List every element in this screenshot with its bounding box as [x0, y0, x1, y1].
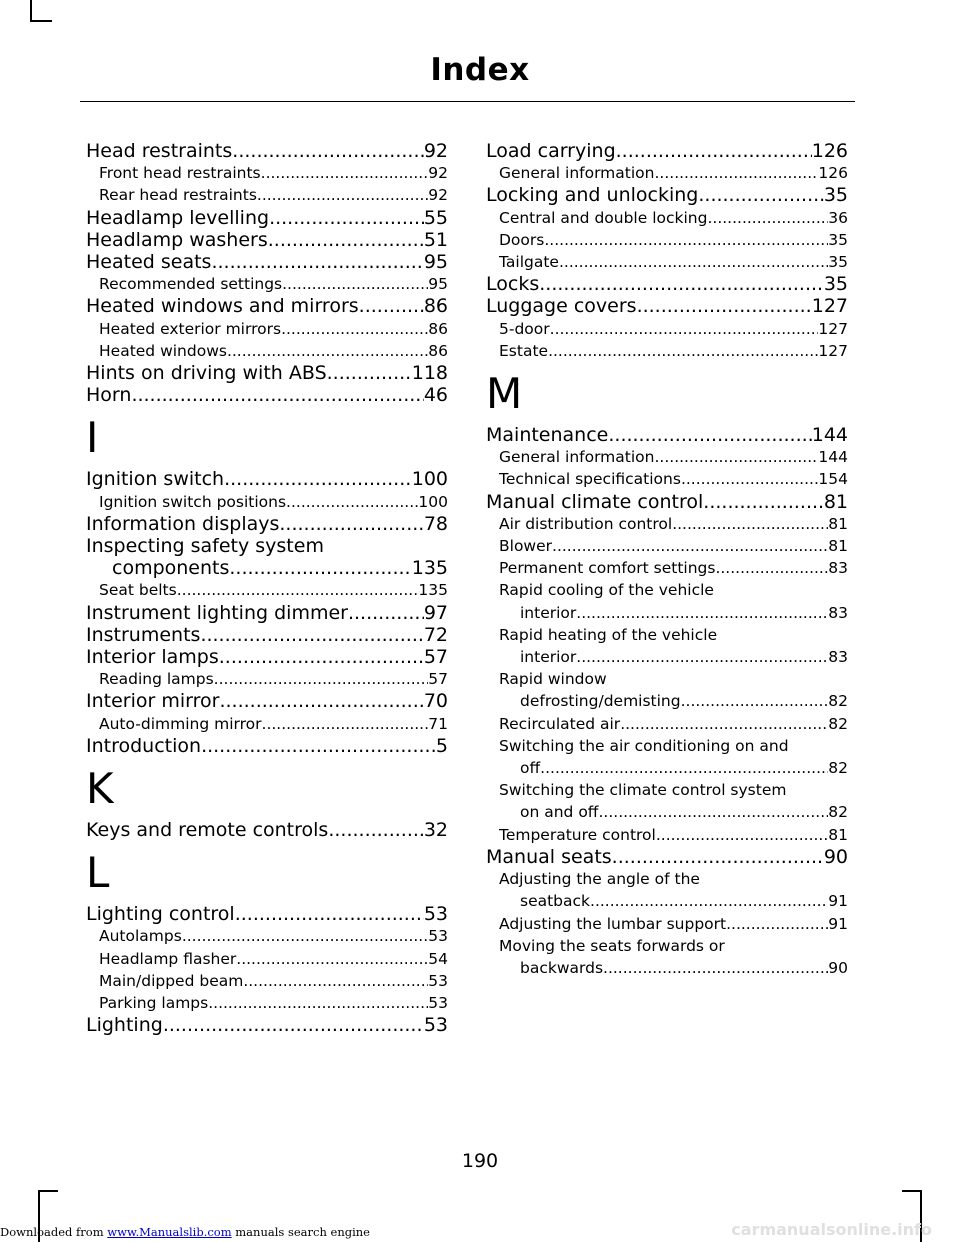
dot-leader	[268, 229, 424, 251]
page-reference: 57	[428, 670, 448, 689]
entry-text: Technical specifications	[499, 470, 681, 489]
index-entry	[86, 468, 448, 490]
page-reference: 118	[411, 362, 448, 385]
entry-text: Auto-dimming mirror	[99, 714, 262, 733]
section-letter: L	[86, 848, 110, 898]
page-reference: 55	[423, 206, 448, 229]
entry-text: General information	[499, 164, 655, 183]
dot-leader	[620, 713, 828, 735]
section-letter: K	[86, 764, 114, 814]
index-entry-continued	[486, 735, 848, 757]
page-reference: 78	[423, 512, 448, 535]
page-reference: 51	[423, 228, 448, 251]
dot-leader	[637, 295, 812, 317]
entry-text: Instrument lighting dimmer	[86, 601, 348, 624]
page-reference: 92	[423, 140, 448, 162]
index-subentry	[86, 162, 448, 184]
entry-text: Manual seats	[486, 845, 612, 868]
page-reference: 154	[818, 470, 848, 489]
entry-text: Headlamp flasher	[99, 949, 237, 968]
page-reference: 92	[428, 186, 448, 205]
dot-leader	[654, 162, 818, 184]
index-subentry	[486, 162, 848, 184]
page-reference: 135	[418, 581, 448, 600]
dot-leader	[598, 801, 828, 823]
dot-leader	[552, 535, 828, 557]
entry-text: Rapid window	[499, 670, 607, 689]
page-reference: 35	[828, 253, 848, 272]
entry-text: Heated seats	[86, 251, 212, 274]
dot-leader	[715, 557, 828, 579]
dot-leader	[544, 229, 828, 251]
entry-text: Seat belts	[99, 581, 177, 600]
index-subentry	[486, 340, 848, 362]
entry-text: Luggage covers	[486, 295, 637, 318]
page-reference: 32	[423, 819, 448, 842]
page-reference: 86	[423, 295, 448, 318]
page-reference: 82	[828, 692, 848, 711]
index-entry	[486, 424, 848, 446]
page-reference: 83	[828, 648, 848, 667]
entry-text: Lighting control	[86, 903, 235, 926]
dot-leader	[211, 251, 423, 273]
page-reference: 83	[828, 559, 848, 578]
dot-leader	[359, 295, 424, 317]
page-reference: 126	[811, 140, 848, 162]
index-subentry	[486, 757, 848, 779]
entry-text: Interior lamps	[86, 646, 219, 669]
dot-leader	[608, 424, 811, 446]
entry-text: Air distribution control	[499, 514, 673, 533]
entry-text: Rapid heating of the vehicle	[499, 625, 718, 644]
dot-leader	[262, 713, 429, 735]
index-entry	[86, 251, 448, 273]
index-subentry	[86, 948, 448, 970]
index-entry	[86, 819, 448, 841]
dot-leader	[616, 140, 812, 162]
index-subentry	[486, 535, 848, 557]
index-subentry	[486, 468, 848, 490]
index-entry	[86, 602, 448, 624]
entry-text: backwards	[520, 958, 604, 977]
entry-text: Blower	[499, 537, 553, 556]
entry-text: Switching the climate control system	[499, 781, 787, 800]
page-reference: 81	[828, 825, 848, 844]
section-letter: I	[86, 413, 99, 463]
index-entry	[486, 273, 848, 295]
index-entry-continued	[486, 935, 848, 957]
page-reference: 53	[423, 1014, 448, 1037]
dot-leader	[540, 757, 828, 779]
crop-mark-top-left-v	[30, 0, 32, 22]
page-reference: 90	[828, 958, 848, 977]
page-reference: 53	[423, 903, 448, 926]
entry-text: Tailgate	[499, 253, 559, 272]
page-reference: 81	[828, 537, 848, 556]
index-entry-continued	[486, 668, 848, 690]
dot-leader	[219, 646, 424, 668]
entry-text: Heated windows	[99, 341, 227, 360]
entry-text: Recommended settings	[99, 275, 283, 294]
index-subentry	[86, 970, 448, 992]
dot-leader	[654, 446, 818, 468]
page-reference: 95	[423, 251, 448, 274]
index-subentry	[486, 646, 848, 668]
entry-text: Ignition switch	[86, 468, 225, 491]
dot-leader	[590, 890, 828, 912]
page-reference: 36	[828, 208, 848, 227]
index-entry-continued	[486, 779, 848, 801]
entry-text: Rear head restraints	[99, 186, 257, 205]
index-subentry	[86, 340, 448, 362]
title-rule	[80, 101, 855, 102]
entry-text: Headlamp levelling	[86, 206, 270, 229]
page-reference: 46	[423, 384, 448, 407]
dot-leader	[550, 318, 819, 340]
entry-text: on and off	[520, 803, 599, 822]
page-title: Index	[430, 52, 530, 88]
index-subentry	[486, 713, 848, 735]
dot-leader	[576, 646, 828, 668]
entry-text: off	[520, 759, 541, 778]
index-subentry	[486, 229, 848, 251]
dot-leader	[703, 491, 824, 513]
crop-mark-bottom-left-h	[38, 1190, 58, 1192]
index-subentry	[486, 557, 848, 579]
page-reference: 97	[423, 601, 448, 624]
index-entry	[86, 735, 448, 757]
entry-text: Horn	[86, 384, 132, 407]
page-reference: 100	[418, 492, 448, 511]
page-reference: 71	[428, 714, 448, 733]
page-reference: 100	[411, 468, 448, 491]
entry-text: 5-door	[499, 319, 550, 338]
index-entry	[86, 229, 448, 251]
entry-text: Manual climate control	[486, 490, 704, 513]
index-entry	[86, 1014, 448, 1036]
index-entry	[86, 362, 448, 384]
page-reference: 144	[818, 448, 848, 467]
entry-text: seatback	[520, 892, 591, 911]
page-reference: 92	[428, 164, 448, 183]
index-subentry	[486, 318, 848, 340]
entry-text: Reading lamps	[99, 670, 214, 689]
page-reference: 53	[428, 927, 448, 946]
dot-leader	[214, 668, 429, 690]
index-entry	[86, 140, 448, 162]
dot-leader	[559, 251, 828, 273]
dot-leader	[257, 184, 428, 206]
entry-text: Main/dipped beam	[99, 971, 244, 990]
page-reference: 35	[828, 230, 848, 249]
entry-text: components	[112, 557, 230, 580]
page-reference: 35	[823, 184, 848, 207]
index-entry	[86, 903, 448, 925]
dot-leader	[672, 513, 828, 535]
dot-leader	[279, 513, 423, 535]
index-subentry	[86, 491, 448, 513]
index-entry	[86, 513, 448, 535]
index-subentry	[86, 925, 448, 947]
page-reference: 54	[428, 949, 448, 968]
dot-leader	[282, 273, 428, 295]
dot-leader	[243, 970, 428, 992]
dot-leader	[548, 340, 818, 362]
entry-text: Instruments	[86, 623, 201, 646]
index-subentry	[486, 824, 848, 846]
index-entry	[86, 557, 448, 579]
entry-text: Inspecting safety system	[86, 535, 324, 558]
index-subentry	[86, 668, 448, 690]
page-reference: 35	[823, 273, 848, 296]
page-reference: 82	[828, 714, 848, 733]
page-reference: 82	[828, 803, 848, 822]
dot-leader	[698, 184, 823, 206]
entry-text: Information displays	[86, 512, 280, 535]
entry-text: Doors	[499, 230, 545, 249]
entry-text: Temperature control	[499, 825, 656, 844]
index-subentry	[486, 913, 848, 935]
dot-leader	[328, 819, 423, 841]
dot-leader	[219, 690, 423, 712]
dot-leader	[208, 992, 428, 1014]
dot-leader	[348, 602, 424, 624]
index-subentry	[486, 513, 848, 535]
dot-leader	[681, 468, 818, 490]
crop-mark-bottom-right-h	[902, 1190, 922, 1192]
index-column-right	[486, 140, 848, 979]
entry-text: Recirculated air	[499, 714, 621, 733]
entry-text: defrosting/demisting	[520, 692, 681, 711]
index-subentry	[486, 690, 848, 712]
dot-leader	[229, 557, 411, 579]
entry-text: interior	[520, 603, 577, 622]
entry-text: Front head restraints	[99, 164, 261, 183]
entry-text: interior	[520, 648, 577, 667]
entry-text: Central and double locking	[499, 208, 708, 227]
page-reference: 127	[811, 295, 848, 318]
watermark: carmanualsonline.info	[731, 1220, 932, 1239]
dot-leader	[603, 957, 828, 979]
dot-leader	[539, 273, 824, 295]
entry-text: Hints on driving with ABS	[86, 362, 327, 385]
index-entry	[486, 846, 848, 868]
dot-leader	[232, 140, 424, 162]
entry-text: Heated exterior mirrors	[99, 319, 282, 338]
entry-text: Headlamp washers	[86, 228, 268, 251]
entry-text: Interior mirror	[86, 690, 220, 713]
page-reference: 81	[828, 514, 848, 533]
dot-leader	[201, 735, 436, 757]
dot-leader	[177, 579, 419, 601]
page-reference: 144	[811, 424, 848, 447]
entry-text: Rapid cooling of the vehicle	[499, 581, 714, 600]
dot-leader	[200, 624, 423, 646]
page-reference: 127	[818, 341, 848, 360]
page-number: 190	[461, 1150, 499, 1172]
download-footer	[0, 1225, 370, 1239]
footer-prefix: Downloaded from	[0, 1225, 108, 1239]
dot-leader	[656, 824, 828, 846]
index-subentry	[86, 713, 448, 735]
page-reference: 91	[828, 914, 848, 933]
dot-leader	[726, 913, 828, 935]
index-entry	[86, 295, 448, 317]
index-entry	[486, 184, 848, 206]
index-subentry	[486, 251, 848, 273]
index-entry-continued	[486, 624, 848, 646]
dot-leader	[269, 207, 424, 229]
index-entry-continued	[486, 579, 848, 601]
dot-leader	[182, 925, 428, 947]
page-reference: 81	[823, 490, 848, 513]
index-subentry	[486, 890, 848, 912]
index-subentry	[486, 446, 848, 468]
entry-text: Ignition switch positions	[99, 492, 287, 511]
index-entry	[86, 384, 448, 406]
index-entry-continued	[486, 868, 848, 890]
page-reference: 126	[818, 164, 848, 183]
dot-leader	[286, 491, 418, 513]
page-reference: 53	[428, 994, 448, 1013]
page-reference: 86	[428, 341, 448, 360]
page-reference: 82	[828, 759, 848, 778]
entry-text: Introduction	[86, 734, 202, 757]
page-reference: 90	[823, 845, 848, 868]
entry-text: Load carrying	[486, 140, 616, 162]
index-column-left	[86, 140, 448, 1037]
page-reference: 95	[428, 275, 448, 294]
entry-text: Permanent comfort settings	[499, 559, 716, 578]
entry-text: Locks	[486, 273, 540, 296]
page-reference: 135	[411, 557, 448, 580]
footer-suffix: manuals search engine	[231, 1225, 370, 1239]
index-entry-continued	[86, 535, 448, 557]
index-subentry	[486, 207, 848, 229]
dot-leader	[163, 1014, 424, 1036]
manualslib-link[interactable]: www.Manualslib.com	[107, 1225, 232, 1239]
dot-leader	[281, 318, 428, 340]
page-reference: 57	[423, 646, 448, 669]
index-subentry	[86, 579, 448, 601]
entry-text: Estate	[499, 341, 549, 360]
entry-text: Adjusting the angle of the	[499, 870, 700, 889]
index-entry	[86, 624, 448, 646]
dot-leader	[707, 207, 828, 229]
index-entry	[86, 207, 448, 229]
dot-leader	[236, 948, 428, 970]
index-entry	[486, 491, 848, 513]
entry-text: Lighting	[86, 1014, 163, 1037]
entry-text: Autolamps	[99, 927, 182, 946]
page-reference: 83	[828, 603, 848, 622]
dot-leader	[235, 903, 424, 925]
index-entry	[86, 690, 448, 712]
dot-leader	[227, 340, 428, 362]
entry-text: Head restraints	[86, 140, 233, 162]
index-subentry	[86, 184, 448, 206]
dot-leader	[681, 690, 829, 712]
index-subentry	[486, 801, 848, 823]
index-entry	[86, 646, 448, 668]
index-entry	[486, 295, 848, 317]
index-subentry	[486, 957, 848, 979]
entry-text: Parking lamps	[99, 994, 209, 1013]
dot-leader	[261, 162, 429, 184]
entry-text: Switching the air conditioning on and	[499, 736, 789, 755]
page-reference: 91	[828, 892, 848, 911]
entry-text: Locking and unlocking	[486, 184, 699, 207]
index-subentry	[86, 318, 448, 340]
page-reference: 70	[423, 690, 448, 713]
entry-text: Keys and remote controls	[86, 819, 329, 842]
dot-leader	[576, 602, 828, 624]
index-subentry	[86, 992, 448, 1014]
entry-text: General information	[499, 448, 655, 467]
page-reference: 127	[818, 319, 848, 338]
section-letter: M	[486, 369, 523, 419]
dot-leader	[327, 362, 412, 384]
entry-text: Maintenance	[486, 424, 609, 447]
entry-text: Moving the seats forwards or	[499, 936, 725, 955]
dot-leader	[612, 846, 824, 868]
page-reference: 72	[423, 623, 448, 646]
crop-mark-top-left-h	[30, 20, 52, 22]
index-subentry	[86, 273, 448, 295]
dot-leader	[224, 468, 412, 490]
entry-text: Adjusting the lumbar support	[499, 914, 727, 933]
page-reference: 5	[435, 734, 448, 757]
entry-text: Heated windows and mirrors	[86, 295, 359, 318]
dot-leader	[131, 384, 423, 406]
index-entry	[486, 140, 848, 162]
page-reference: 86	[428, 319, 448, 338]
page-reference: 53	[428, 971, 448, 990]
index-subentry	[486, 602, 848, 624]
